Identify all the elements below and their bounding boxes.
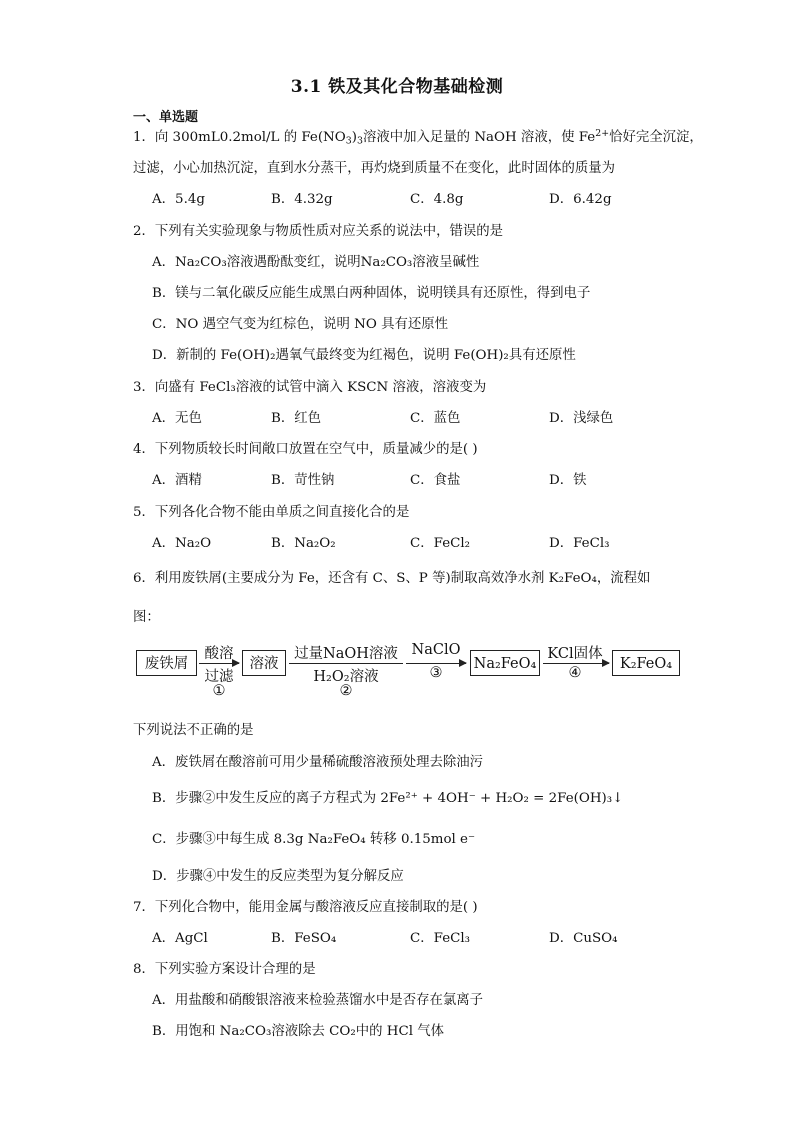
question-4-stem: 4．下列物质较长时间敞口放置在空气中，质量减少的是( ) [133,442,478,457]
q5-option-c: C．FeCl₂ [410,536,471,551]
question-2-stem: 2．下列有关实验现象与物质性质对应关系的说法中，错误的是 [133,224,504,239]
flow-step4-top: KCl固体 [547,646,603,662]
flow-arrow-1 [199,663,239,664]
flow-step3-number: ③ [429,665,443,681]
q6-option-b: B．步骤②中发生反应的离子方程式为 2Fe²⁺ + 4OH⁻ + H₂O₂ = 2Fe(OH)₃↓ [152,791,624,806]
q1-option-d: D．6.42g [549,192,612,207]
question-6-prompt: 下列说法不正确的是 [133,723,254,738]
q2-option-a: A．Na₂CO₃溶液遇酚酞变红，说明Na₂CO₃溶液呈碱性 [152,255,480,270]
flow-box-k2feo4: K₂FeO₄ [612,650,680,676]
flow-box-na2feo4: Na₂FeO₄ [470,650,540,676]
q2-option-c: C．NO 遇空气变为红棕色，说明 NO 具有还原性 [152,317,449,332]
q4-option-a: A．酒精 [152,473,202,488]
question-3-stem: 3．向盛有 FeCl₃溶液的试管中滴入 KSCN 溶液，溶液变为 [133,380,487,395]
q5-option-a: A．Na₂O [152,536,212,551]
q7-option-c: C．FeCl₃ [410,931,471,946]
q3-option-b: B．红色 [271,411,322,426]
section-heading: 一、单选题 [133,110,199,125]
flow-box-solution: 溶液 [242,650,286,676]
q6-option-c: C．步骤③中每生成 8.3g Na₂FeO₄ 转移 0.15mol e⁻ [152,832,476,847]
flow-arrow-3 [406,663,466,664]
q8-option-a: A．用盐酸和硝酸银溶液来检验蒸馏水中是否存在氯离子 [152,993,484,1008]
flow-step4-number: ④ [568,665,582,681]
q8-option-b: B．用饱和 Na₂CO₃溶液除去 CO₂中的 HCl 气体 [152,1024,445,1039]
question-1-stem: 1．向 300mL0.2mol/L 的 $Fe(NO_3)_3$溶液中加入足量的 NaOH 溶液，使 $Fe^{2+}$恰好完全沉淀， [133,127,703,147]
question-6-stem: 6．利用废铁屑(主要成分为 Fe，还含有 C、S、P 等)制取高效净水剂 K₂FeO₄，流程如 [133,571,651,586]
flow-line-2 [289,663,403,664]
q4-option-b: B．苛性钠 [271,473,335,488]
question-5-stem: 5．下列各化合物不能由单质之间直接化合的是 [133,505,410,520]
q2-option-b: B．镁与二氧化碳反应能生成黑白两种固体，说明镁具有还原性，得到电子 [152,286,591,301]
q6-option-a: A．废铁屑在酸溶前可用少量稀硫酸溶液预处理去除油污 [152,755,484,770]
question-8-stem: 8．下列实验方案设计合理的是 [133,962,316,977]
flow-step2-number: ② [339,683,353,699]
flow-step1-bottom: 过滤 [204,669,234,685]
q3-option-d: D．浅绿色 [549,411,614,426]
q1-option-b: B．4.32g [271,192,333,207]
q5-option-d: D．FeCl₃ [549,536,610,551]
q7-option-a: A．AgCl [152,931,208,946]
flow-arrow-4 [543,663,609,664]
q4-option-d: D．铁 [549,473,587,488]
document-title: 3.1 铁及其化合物基础检测 [290,77,504,97]
q7-option-b: B．FeSO₄ [271,931,337,946]
q7-option-d: D．CuSO₄ [549,931,618,946]
flow-step3-top: NaClO [411,642,461,658]
q6-option-d: D．步骤④中发生的反应类型为复分解反应 [152,869,404,884]
q3-option-a: A．无色 [152,411,202,426]
flow-step1-top: 酸溶 [204,646,234,662]
question-1-stem-cont: 过滤，小心加热沉淀，直到水分蒸干，再灼烧到质量不在变化，此时固体的质量为 [133,161,616,176]
q1-option-a: A．5.4g [152,192,205,207]
flow-box-scrap-iron: 废铁屑 [136,650,197,676]
q1-option-c: C．4.8g [410,192,464,207]
question-7-stem: 7．下列化合物中，能用金属与酸溶液反应直接制取的是( ) [133,900,478,915]
q2-option-d: D．新制的 Fe(OH)₂遇氧气最终变为红褐色，说明 Fe(OH)₂具有还原性 [152,348,576,363]
q3-option-c: C．蓝色 [410,411,461,426]
flow-step2-bottom: H₂O₂溶液 [313,669,379,685]
flow-step1-number: ① [212,683,226,699]
q5-option-b: B．Na₂O₂ [271,536,336,551]
q4-option-c: C．食盐 [410,473,461,488]
flow-step2-top: 过量NaOH溶液 [294,646,398,662]
question-6-stem-cont: 图： [133,610,160,625]
